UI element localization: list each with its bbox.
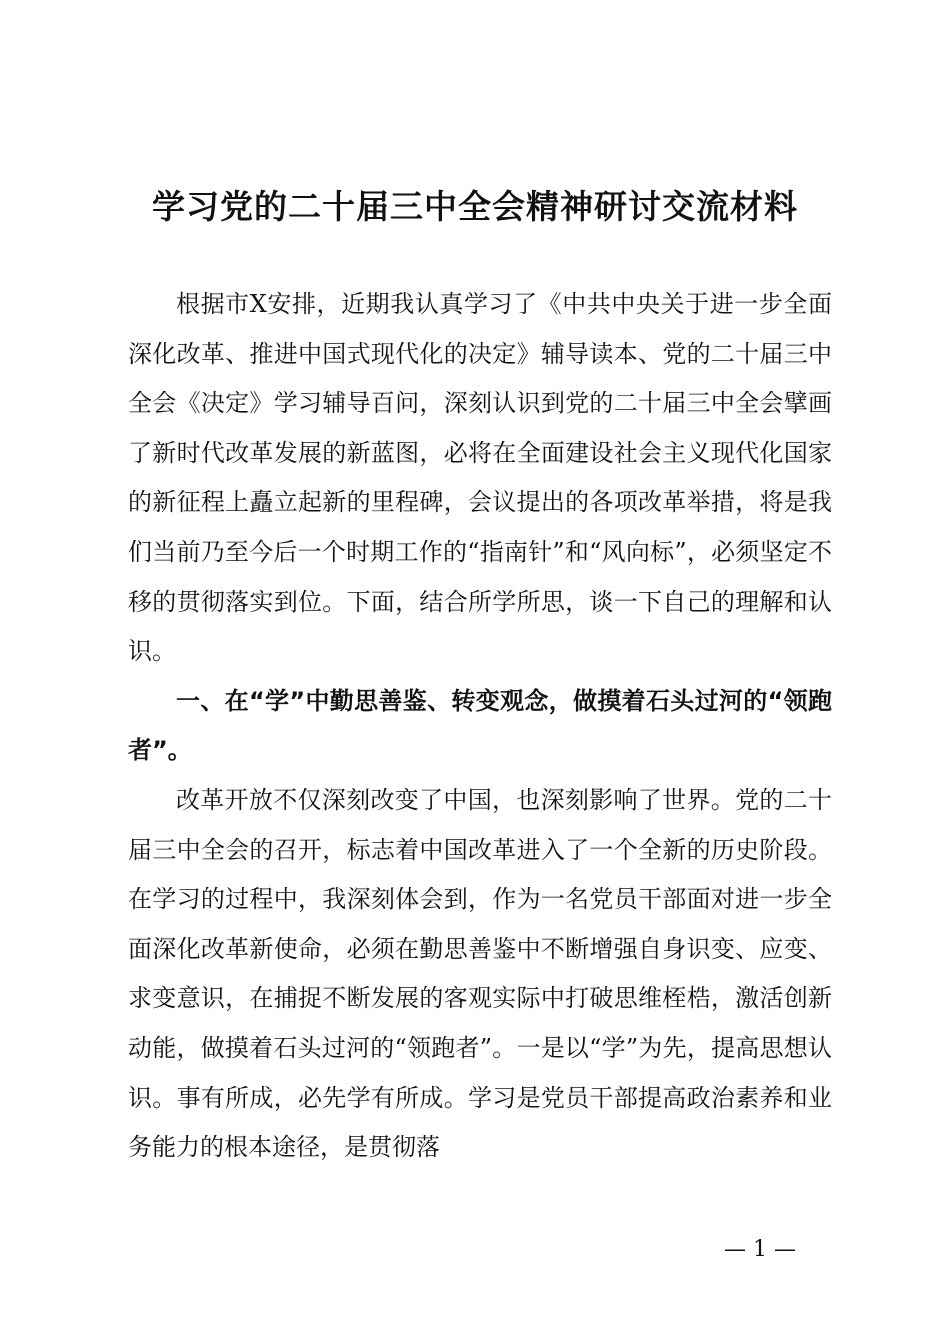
page-number: — 1 — <box>724 1237 796 1262</box>
section-paragraph: 改革开放不仅深刻改变了中国，也深刻影响了世界。党的二十届三中全会的召开，标志着中国改革进入了一个全新的历史阶段。在学习的过程中，我深刻体会到，作为一名党员干部面对进一步全面深化改革新使命，必须在勤思善鉴中不断增强自身识变、应变、求变意识，在捕捉不断发展的客观实际中打破思维桎梏，激活创新动能，做摸着石头过河的“领跑者”。一是以“学”为先，提高思想认识。事有所成，必先学有所成。学习是党员干部提高政治素养和业务能力的根本途径，是贯彻落 <box>128 785 832 1162</box>
document-title: 学习党的二十届三中全会精神研讨交流材料 <box>152 187 798 226</box>
document-body <box>128 280 832 1173</box>
intro-paragraph: 根据市X安排，近期我认真学习了《中共中央关于进一步全面深化改革、推进中国式现代化的决定》辅导读本、党的二十届三中全会《决定》学习辅导百问，深刻认识到党的二十届三中全会擘画了新时代改革发展的新蓝图，必将在全面建设社会主义现代化国家的新征程上矗立起新的里程碑，会议提出的各项改革举措，将是我们当前乃至今后一个时期工作的“指南针”和“风向标”，必须坚定不移的贯彻落实到位。下面，结合所学所思，谈一下自己的理解和认识。 <box>128 290 832 666</box>
section-heading: 一、在“学”中勤思善鉴、转变观念，做摸着石头过河的“领跑者”。 <box>128 686 832 765</box>
